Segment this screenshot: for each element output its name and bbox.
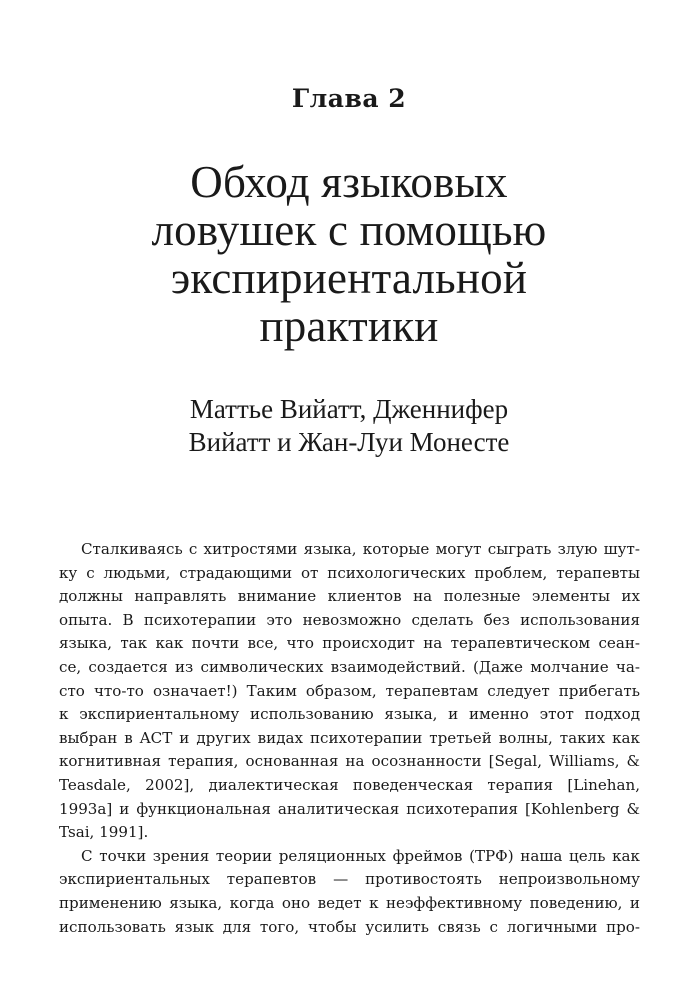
text-line: С точки зрения теории реляционных фреймов (ТРФ) наша цель как	[81, 846, 640, 865]
text-line: опыта. В психотерапии это невозможно сделать без использования	[59, 610, 640, 629]
text-line: языка, так как почти все, что происходит на терапевтическом сеан-	[59, 634, 640, 653]
text-line: сто что-то означает!) Таким образом, терапевтам следует прибегать	[59, 681, 640, 700]
text-line: использовать язык для того, чтобы усилить связь с логичными про-	[59, 917, 640, 936]
authors-line: Маттье Вийатт, Дженнифер	[189, 394, 509, 424]
text-line: экспириентальных терапевтов — противостоять непроизвольному	[59, 870, 640, 889]
authors-line: Вийатт и Жан-Луи Монесте	[188, 427, 510, 457]
text-line: применению языка, когда оно ведет к неэффективному поведению, и	[59, 893, 640, 912]
text-line: выбран в ACT и других видах психотерапии третьей волны, таких как	[59, 728, 640, 747]
chapter-title-line: экспириентальной	[170, 253, 528, 303]
text-line: се, создается из символических взаимодействий. (Даже молчание ча-	[59, 657, 640, 676]
text-line: должны направлять внимание клиентов на полезные элементы их	[59, 587, 640, 606]
text-line: Сталкиваясь с хитростями языка, которые могут сыграть злую шут-	[81, 540, 640, 558]
body-text	[59, 538, 640, 939]
chapter-title-line: Обход языковых	[190, 157, 508, 207]
chapter-title-line: практики	[259, 301, 439, 351]
chapter-title-line: ловушек с помощью	[151, 205, 547, 255]
chapter-title	[60, 158, 638, 350]
text-line: когнитивная терапия, основанная на осознанности [Segal, Williams, &	[59, 752, 640, 771]
text-line: ку с людьми, страдающими от психологических проблем, терапевты	[59, 563, 640, 582]
chapter-label: Глава 2	[291, 84, 407, 113]
paragraph-2	[59, 845, 640, 939]
chapter-authors	[60, 393, 638, 459]
text-line: 1993a] и функциональная аналитическая психотерапия [Kohlenberg &	[59, 799, 640, 818]
paragraph-1	[59, 538, 640, 845]
text-line: Teasdale, 2002], диалектическая поведенческая терапия [Linehan,	[59, 775, 640, 794]
text-line: к экспириентальному использованию языка, и именно этот подход	[59, 705, 640, 724]
text-line: Tsai, 1991].	[59, 823, 149, 842]
